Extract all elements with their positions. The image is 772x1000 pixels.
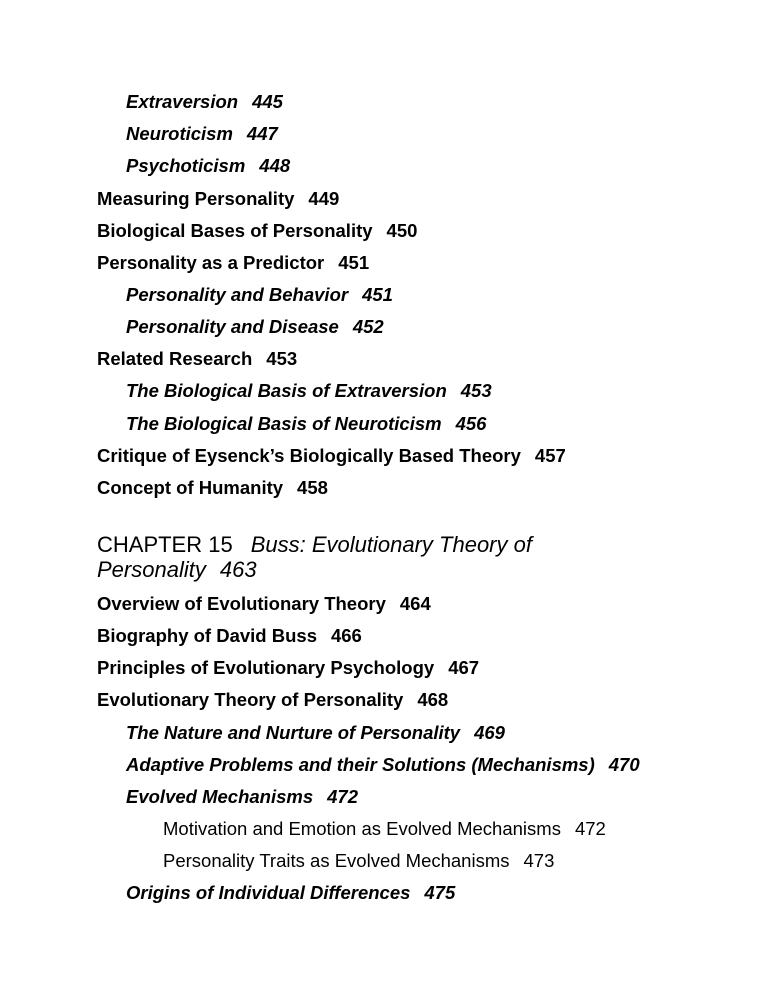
toc-entry-page: 448 <box>259 155 291 176</box>
toc-entry-page: 475 <box>424 882 456 903</box>
toc-entry-title: Biological Bases of Personality <box>97 220 373 241</box>
toc-entry[interactable] <box>126 123 278 145</box>
toc-entry[interactable] <box>126 722 505 744</box>
toc-entry[interactable] <box>97 689 448 711</box>
toc-entry-page: 467 <box>448 657 480 678</box>
toc-entry-title: Personality and Disease <box>126 316 339 337</box>
toc-entry-title: Psychoticism <box>126 155 246 176</box>
toc-entry-page: 450 <box>386 220 418 241</box>
toc-entry[interactable] <box>97 477 328 499</box>
toc-entry[interactable] <box>97 657 479 679</box>
toc-entry[interactable] <box>126 284 393 306</box>
toc-entry-title: Concept of Humanity <box>97 477 284 498</box>
toc-entry[interactable] <box>163 850 554 872</box>
toc-entry-page: 453 <box>460 380 492 401</box>
toc-entry-title: The Biological Basis of Neuroticism <box>126 413 442 434</box>
toc-entry-title: The Biological Basis of Extraversion <box>126 380 447 401</box>
toc-entry-page: 456 <box>455 413 487 434</box>
toc-entry-title: Related Research <box>97 348 253 369</box>
toc-entry[interactable] <box>97 445 566 467</box>
toc-entry-page: 464 <box>399 593 431 614</box>
toc-entry[interactable] <box>126 754 640 776</box>
toc-entry-page: 449 <box>308 188 340 209</box>
toc-entry-page: 473 <box>523 850 555 871</box>
toc-entry[interactable] <box>97 188 339 210</box>
toc-entry-title: Personality as a Predictor <box>97 252 325 273</box>
toc-entry[interactable] <box>97 220 417 242</box>
chapter-title-line2: Personality <box>97 557 206 582</box>
toc-entry-title: Overview of Evolutionary Theory <box>97 593 386 614</box>
toc-entry-title: The Nature and Nurture of Personality <box>126 722 461 743</box>
toc-entry-title: Adaptive Problems and their Solutions (Mechanisms) <box>126 754 595 775</box>
toc-entry-page: 445 <box>252 91 283 112</box>
toc-entry-title: Evolved Mechanisms <box>126 786 314 807</box>
toc-entry-title: Personality Traits as Evolved Mechanisms <box>163 850 510 871</box>
toc-entry-page: 451 <box>338 252 370 273</box>
chapter-page: 463 <box>219 557 257 582</box>
toc-entry[interactable] <box>126 413 486 435</box>
toc-entry[interactable] <box>97 593 431 615</box>
toc-entry[interactable] <box>126 786 358 808</box>
toc-entry[interactable] <box>97 625 362 647</box>
toc-entry-title: Neuroticism <box>126 123 233 144</box>
toc-entry[interactable] <box>126 316 384 338</box>
toc-entry-page: 447 <box>246 123 278 144</box>
toc-entry-page: 469 <box>474 722 505 743</box>
toc-entry-title: Origins of Individual Differences <box>126 882 411 903</box>
toc-entry-title: Extraversion <box>126 91 239 112</box>
toc-entry[interactable] <box>163 818 606 840</box>
toc-entry-title: Evolutionary Theory of Personality <box>97 689 404 710</box>
toc-entry[interactable] <box>126 155 290 177</box>
chapter-heading[interactable] <box>97 532 617 582</box>
toc-entry-page: 451 <box>362 284 393 305</box>
toc-entry-title: Critique of Eysenck’s Biologically Based Theory <box>97 445 521 466</box>
toc-entry-title: Biography of David Buss <box>97 625 317 646</box>
chapter-number: CHAPTER 15 <box>97 532 233 557</box>
toc-entry[interactable] <box>126 91 283 113</box>
toc-entry[interactable] <box>126 882 455 904</box>
toc-entry-title: Measuring Personality <box>97 188 295 209</box>
toc-entry-title: Principles of Evolutionary Psychology <box>97 657 435 678</box>
toc-entry-page: 457 <box>534 445 566 466</box>
toc-entry-page: 468 <box>417 689 449 710</box>
toc-entry-page: 453 <box>266 348 298 369</box>
toc-entry[interactable] <box>126 380 492 402</box>
toc-entry-page: 472 <box>327 786 359 807</box>
toc-entry[interactable] <box>97 348 297 370</box>
toc-entry-page: 458 <box>297 477 328 498</box>
toc-entry-title: Motivation and Emotion as Evolved Mechanisms <box>163 818 561 839</box>
toc-entry[interactable] <box>97 252 369 274</box>
toc-entry-page: 466 <box>330 625 362 646</box>
toc-entry-page: 452 <box>352 316 384 337</box>
chapter-title-line1: Buss: Evolutionary Theory of <box>250 532 532 557</box>
toc-entry-title: Personality and Behavior <box>126 284 349 305</box>
toc-entry-page: 472 <box>574 818 606 839</box>
toc-entry-page: 470 <box>608 754 640 775</box>
